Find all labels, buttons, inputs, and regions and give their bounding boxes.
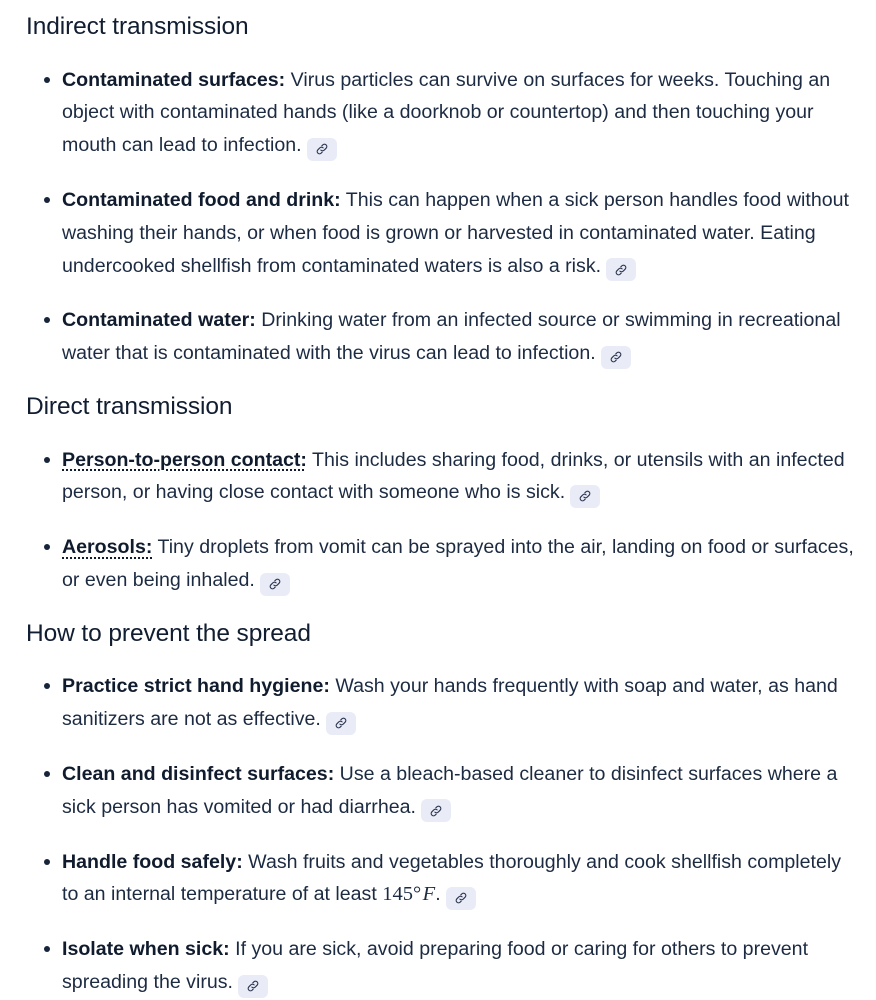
list-item <box>26 933 860 999</box>
section-heading: How to prevent the spread <box>26 619 311 647</box>
list-item <box>26 304 860 370</box>
bullet-marker-icon <box>44 544 50 550</box>
list-item <box>26 184 860 282</box>
bullet-marker-icon <box>44 457 50 463</box>
bullet-lead-label: Contaminated water: <box>62 309 256 332</box>
link-icon[interactable] <box>446 887 476 910</box>
list-item <box>26 64 860 162</box>
bullet-body-text: Virus particles can survive on surfaces for weeks. Touching an object with contaminated hands (like a doorknob or countertop) and then touching your mouth can lead to infection. <box>62 68 831 157</box>
list-item <box>26 444 860 510</box>
section <box>26 597 860 999</box>
bullet-body-text: If you are sick, avoid preparing food or caring for others to prevent spreading the virus. <box>62 938 809 994</box>
math-number: 145° <box>382 883 422 906</box>
link-icon[interactable] <box>238 975 268 998</box>
list-item <box>26 846 860 912</box>
inline-math-temperature <box>382 883 435 905</box>
bullet-marker-icon <box>44 771 50 777</box>
link-icon[interactable] <box>326 712 356 735</box>
bullet-body-text: This includes sharing food, drinks, or utensils with an infected person, or having close contact with someone who is sick. <box>62 448 845 504</box>
section <box>26 8 860 370</box>
bullet-body-text: Drinking water from an infected source or swimming in recreational water that is contaminated with the virus can lead to infection. <box>62 309 841 365</box>
math-unit: F <box>422 883 436 906</box>
bullet-lead-label: Clean and disinfect surfaces: <box>62 763 335 786</box>
bullet-lead-label: Isolate when sick: <box>62 938 230 961</box>
link-icon[interactable] <box>260 573 290 596</box>
bullet-lead-label: Contaminated food and drink: <box>62 189 341 212</box>
bullet-marker-icon <box>44 77 50 83</box>
bullet-marker-icon <box>44 683 50 689</box>
bullet-lead-label: Practice strict hand hygiene: <box>62 675 330 698</box>
bullet-lead-label: Contaminated surfaces: <box>62 68 286 91</box>
list-item <box>26 531 860 597</box>
link-icon[interactable] <box>570 485 600 508</box>
link-icon[interactable] <box>601 346 631 369</box>
bullet-lead-label: Aerosols: <box>62 536 153 559</box>
link-icon[interactable] <box>606 258 636 281</box>
bullet-body-text-tail: . <box>435 883 441 906</box>
bullet-lead-label: Person-to-person contact: <box>62 448 307 471</box>
bullet-marker-icon <box>44 946 50 952</box>
bullet-list <box>26 64 860 370</box>
section-heading: Direct transmission <box>26 393 233 420</box>
bullet-list <box>26 670 860 998</box>
bullet-body-text: Tiny droplets from vomit can be sprayed into the air, landing on food or surfaces, or even being inhaled. <box>62 536 854 592</box>
bullet-body-text: Use a bleach-based cleaner to disinfect surfaces where a sick person has vomited or had diarrhea. <box>62 763 838 818</box>
list-item <box>26 670 860 736</box>
bullet-marker-icon <box>44 317 50 323</box>
link-icon[interactable] <box>307 138 337 161</box>
list-item <box>26 758 860 824</box>
bullet-list <box>26 444 860 597</box>
bullet-marker-icon <box>44 859 50 865</box>
bullet-body-text: Wash your hands frequently with soap and water, as hand sanitizers are not as effective. <box>62 675 838 731</box>
bullet-lead-label: Handle food safely: <box>62 850 243 873</box>
link-icon[interactable] <box>421 799 451 822</box>
bullet-marker-icon <box>44 197 50 203</box>
bullet-body-text: This can happen when a sick person handles food without washing their hands, or when food is grown or harvested in contaminated water. Eating undercooked shellfish from contaminated waters is also a risk. <box>62 189 849 277</box>
section <box>26 370 860 597</box>
bullet-body-text: Wash fruits and vegetables thoroughly and cook shellfish completely to an internal temperature of at least <box>62 850 842 906</box>
section-heading: Indirect transmission <box>26 13 249 40</box>
